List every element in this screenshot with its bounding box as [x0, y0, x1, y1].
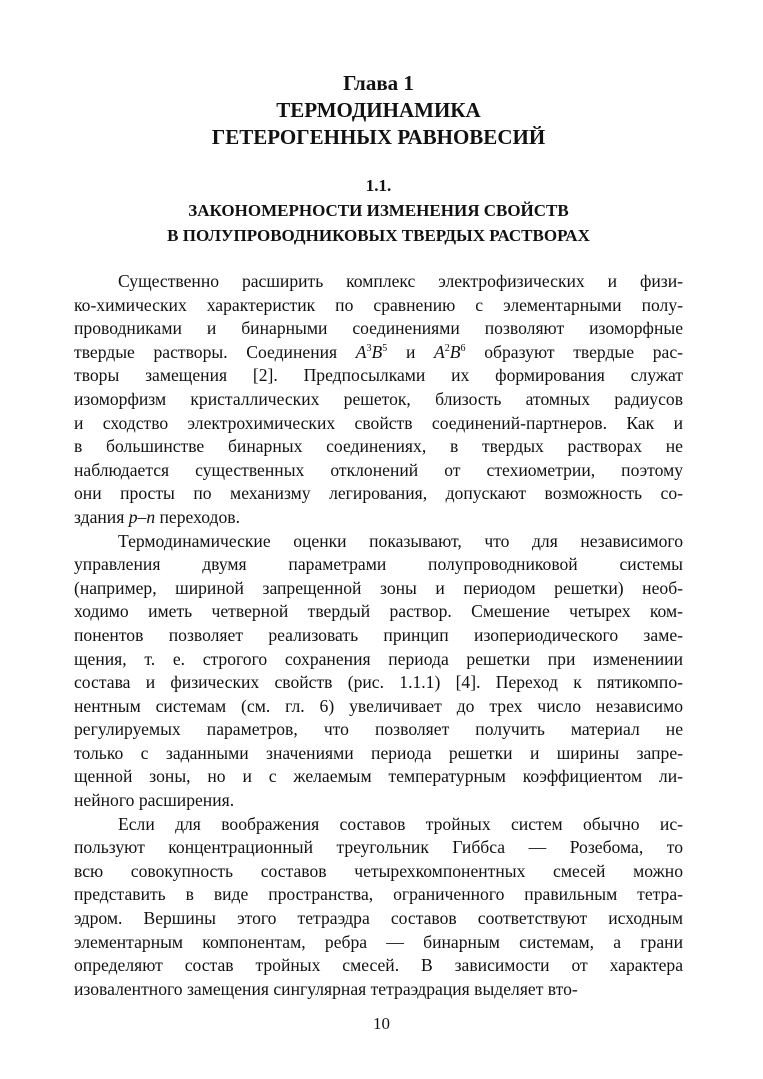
formula-symbol: B	[449, 341, 461, 362]
text-line: ходимо иметь четверной твердый раствор. Смешение четырех ком-	[74, 601, 683, 622]
text-line: Существенно расширить комплекс электрофизических и физи-	[118, 271, 683, 291]
formula-symbol: A	[434, 341, 445, 362]
text-line: ко-химических характеристик по сравнению с элементарными полу-	[74, 294, 683, 315]
text-line: состава и физических свойств (рис. 1.1.1) [4]. Переход к пятикомпо-	[74, 672, 683, 693]
text-line	[74, 341, 683, 365]
chapter-number: Глава 1	[343, 71, 414, 95]
text-line: нейного расширения.	[74, 790, 235, 811]
paragraph	[74, 270, 683, 530]
text-line: понентов позволяет реализовать принцип изопериодического заме-	[74, 624, 683, 645]
page-number: 10	[373, 1014, 390, 1033]
section-heading	[74, 173, 683, 248]
text-fragment: твердые растворы. Соединения	[74, 341, 356, 362]
text-fragment: здания	[74, 506, 129, 527]
text-line: всю совокупность составов четырехкомпонентных смесей можно	[74, 860, 683, 881]
text-line: творы замещения [2]. Предпосылками их формирования служат	[74, 365, 683, 386]
text-line: наблюдается существенных отклонений от стехиометрии, поэтому	[74, 459, 683, 480]
text-line: они просты по механизму легирования, допускают возможность со-	[74, 483, 683, 504]
formula-superscript: 2	[444, 342, 450, 354]
chapter-title-line-1: ТЕРМОДИНАМИКА	[276, 98, 481, 122]
text-line: только с заданными значениями периода решетки и ширины запре-	[74, 742, 683, 763]
italic-term: p–n	[128, 506, 156, 527]
paragraph	[74, 813, 683, 1002]
text-line: Если для воображения составов тройных систем обычно ис-	[118, 813, 683, 834]
text-line: щенной зоны, но и с желаемым температурным коэффициентом ли-	[74, 766, 683, 787]
text-line: пользуют концентрационный треугольник Гиббса — Розебома, то	[74, 837, 683, 858]
text-fragment: образуют твердые рас-	[465, 341, 683, 362]
text-line: управления двумя параметрами полупроводниковой системы	[74, 554, 683, 575]
formula-symbol: B	[371, 341, 383, 362]
text-line: изоморфизм кристаллических решеток, близость атомных радиусов	[74, 388, 683, 409]
text-line: (например, шириной запрещенной зоны и периодом решетки) необ-	[74, 577, 683, 598]
text-line: щения, т. е. строгого сохранения периода решетки при изменениии	[74, 648, 683, 669]
text-line: и сходство электрохимических свойств соединений-партнеров. Как и	[74, 412, 683, 433]
text-line: Термодинамические оценки показывают, что для независимого	[118, 530, 683, 551]
text-fragment: и	[387, 341, 435, 362]
chapter-title-line-2: ГЕТЕРОГЕННЫХ РАВНОВЕСИЙ	[211, 125, 546, 149]
formula-symbol: A	[355, 341, 367, 362]
section-number: 1.1.	[365, 176, 392, 195]
chapter-heading	[74, 70, 683, 151]
text-line: элементарным компонентам, ребра — бинарным системам, а грани	[74, 931, 683, 952]
text-line: эдром. Вершины этого тетраэдра составов соответствуют исходным	[74, 908, 683, 929]
text-line: определяют состав тройных смесей. В зависимости от характера	[74, 955, 683, 976]
text-line	[74, 506, 683, 530]
paragraph	[74, 530, 683, 813]
section-title-line-1: ЗАКОНОМЕРНОСТИ ИЗМЕНЕНИЯ СВОЙСТВ	[188, 201, 569, 220]
text-line: проводниками и бинарными соединениями позволяют изоморфные	[74, 318, 683, 339]
text-line: в большинстве бинарных соединениях, в твердых растворах не	[74, 436, 683, 457]
text-line: нентным системам (см. гл. 6) увеличивает до трех число независимо	[74, 695, 683, 716]
text-fragment: переходов.	[155, 506, 240, 527]
formula-superscript: 6	[460, 342, 466, 354]
text-line: изовалентного замещения сингулярная тетраэдрация выделяет вто-	[74, 978, 578, 999]
body-text	[74, 270, 683, 1001]
formula-superscript: 3	[366, 342, 372, 354]
text-line: регулируемых параметров, что позволяет получить материал не	[74, 719, 683, 740]
text-line: представить в виде пространства, ограниченного правильным тетра-	[74, 884, 683, 905]
formula-superscript: 5	[382, 342, 388, 354]
section-title-line-2: В ПОЛУПРОВОДНИКОВЫХ ТВЕРДЫХ РАСТВОРАХ	[167, 226, 590, 245]
